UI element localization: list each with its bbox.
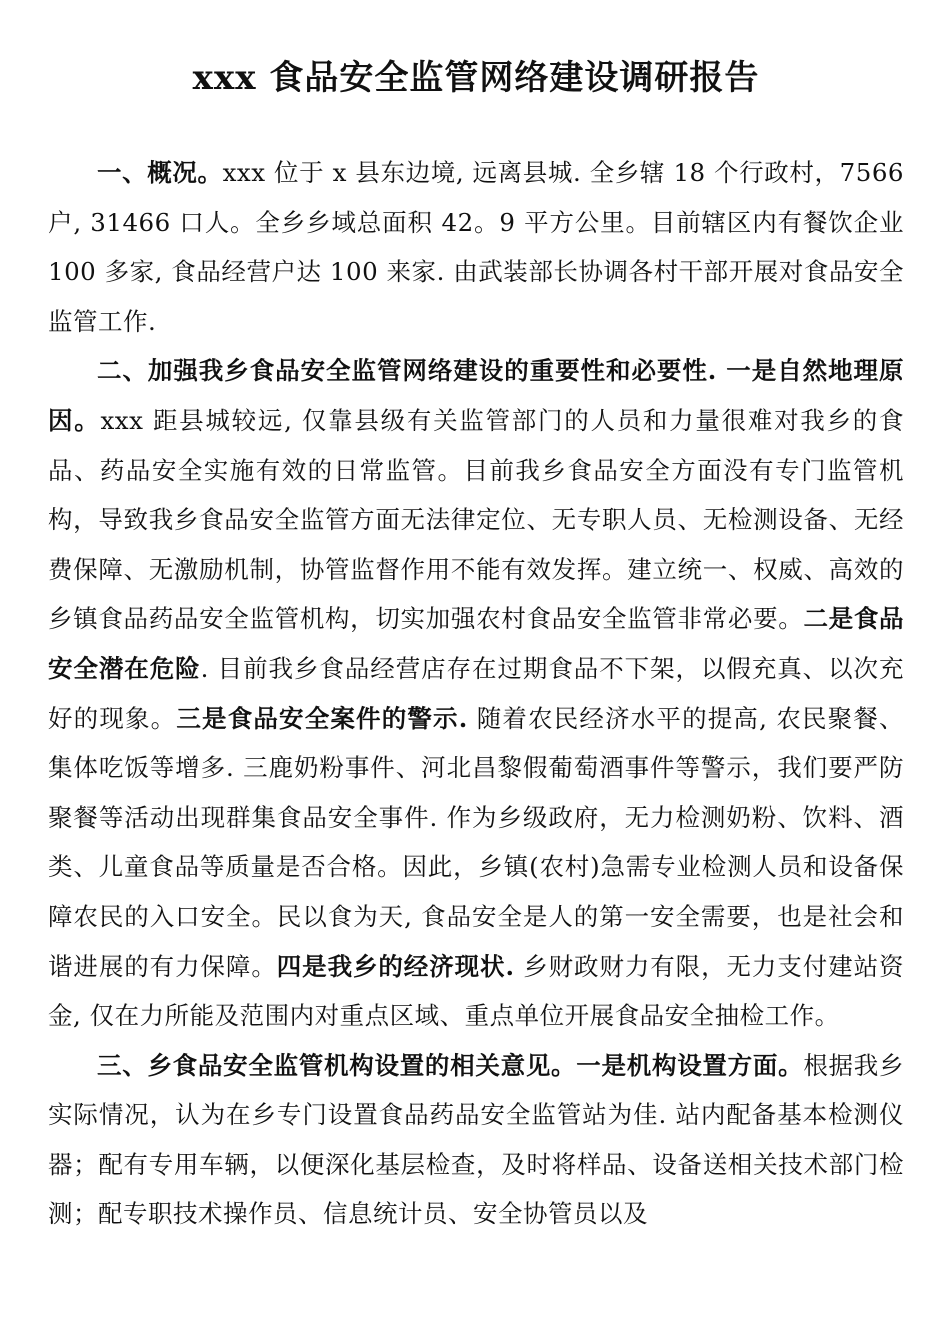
paragraph-importance [48, 346, 904, 1040]
point-heading: 三是食品安全案件的警示. [176, 703, 468, 733]
paragraph-overview [48, 148, 904, 346]
paragraph-text: 乡财政财力有限，无力支付建站资金, 仅在力所能及范围内对重点区域、重点单位开展食品安全抽检工作。 [48, 951, 905, 1031]
paragraph-text: 随着农民经济水平的提高, 农民聚餐、集体吃饭等增多. 三鹿奶粉事件、河北昌黎假葡萄酒事件等警示，我们要严防聚餐等活动出现群集食品安全事件. 作为乡级政府，无力检测奶粉、饮料、酒类、儿童食品等质量是否合格。因此，乡镇(农村)急需专业检测人员和设备保障农民的入口安全。民以食为天, 食品安全是人的第一安全需要，也是社会和谐进展的有力保障。 [48, 703, 905, 981]
section-heading: 一、概况。 [97, 158, 223, 187]
point-heading: 四是我乡的经济现状. [276, 951, 515, 981]
section-heading: 三、乡食品安全监管机构设置的相关意见。一是机构设置方面。 [97, 1050, 804, 1080]
paragraph-text: . 目前我乡食品经营店存在过期食品不下架，以假充真、以次充好的现象。 [48, 653, 904, 733]
paragraph-opinions [48, 1041, 904, 1239]
section-heading: 二、加强我乡食品安全监管网络建设的重要性和必要性. 一是自然地理原因。 [48, 356, 904, 435]
document-body [48, 148, 904, 1239]
point-heading: 二是食品安全潜在危险 [48, 604, 904, 683]
paragraph-text: xxx 距县城较远, 仅靠县级有关监管部门的人员和力量很难对我乡的食品、药品安全实施有效的日常监管。目前我乡食品安全方面没有专门监管机构，导致我乡食品安全监管方面无法律定位、无专职人员、无检测设备、无经费保障、无激励机制，协管监督作用不能有效发挥。建立统一、权威、高效的乡镇食品药品安全监管机构，切实加强农村食品安全监管非常必要。 [48, 405, 905, 634]
paragraph-text: 根据我乡实际情况，认为在乡专门设置食品药品安全监管站为佳. 站内配备基本检测仪器；配有专用车辆，以便深化基层检查，及时将样品、设备送相关技术部门检测；配专职技术操作员、信息统计员、安全协管员以及 [48, 1050, 905, 1229]
page-title: xxx 食品安全监管网络建设调研报告 [192, 58, 760, 98]
paragraph-text: xxx 位于 x 县东边境, 远离县城. 全乡辖 18 个行政村，7566 户, 31466 口人。全乡乡域总面积 42。9 平方公里。目前辖区内有餐饮企业 100 多家, 食品经营户达 100 来家. 由武装部长协调各村干部开展对食品安全监管工作. [48, 158, 905, 336]
